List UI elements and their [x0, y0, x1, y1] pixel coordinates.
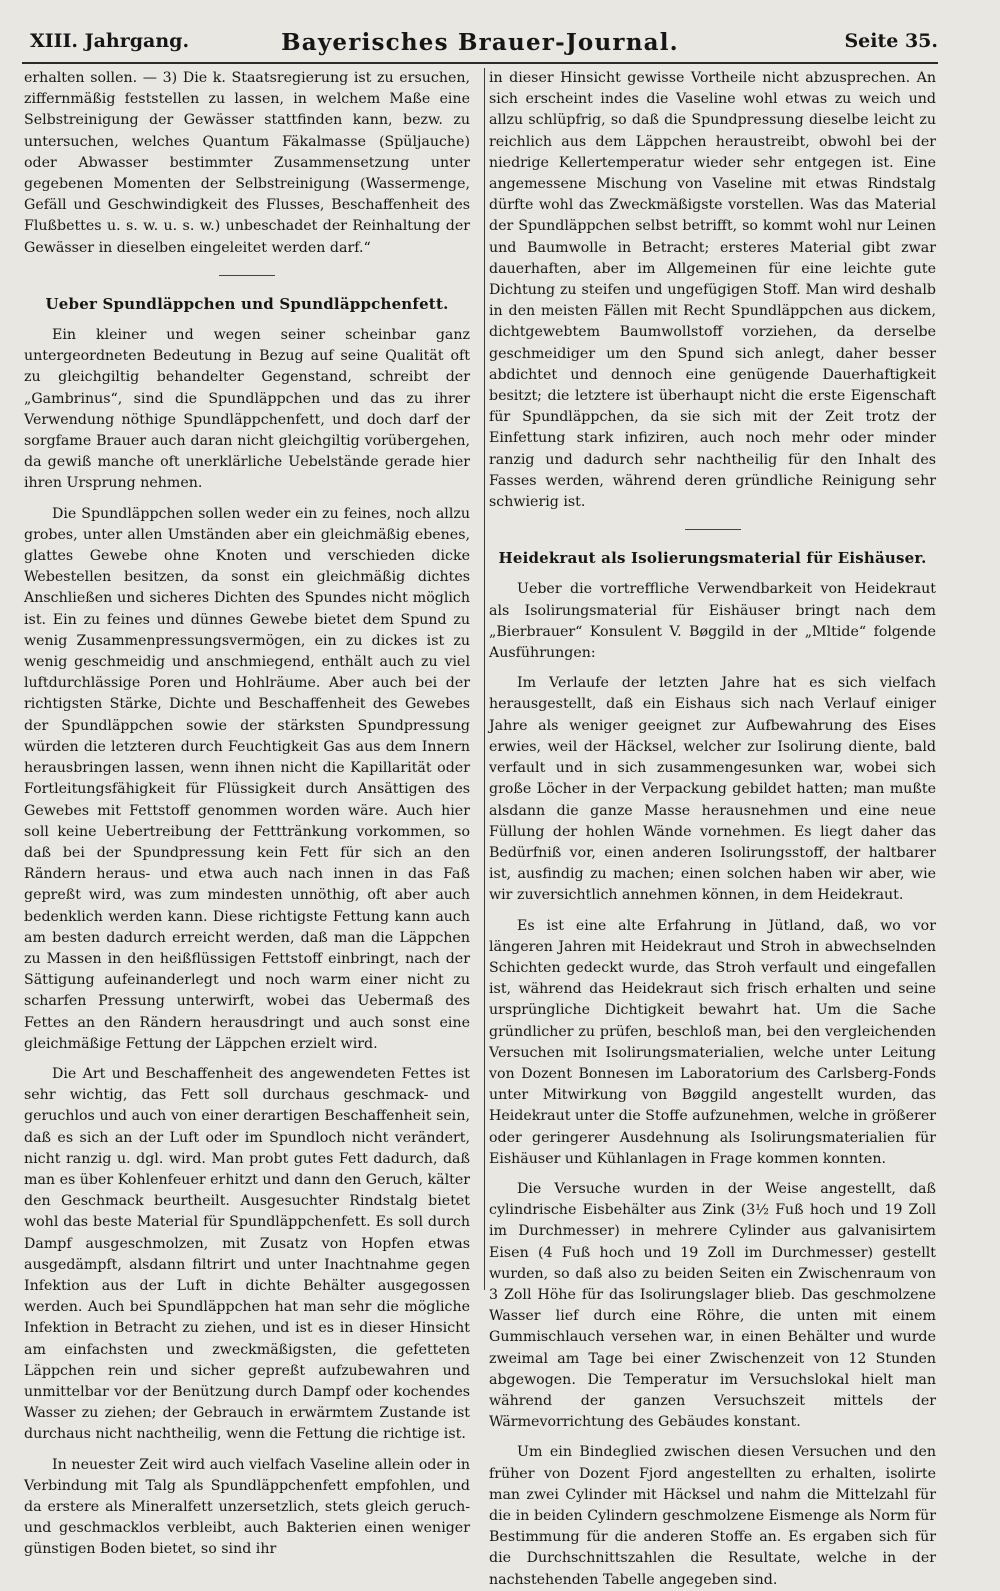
volume-label: XIII. Jahrgang.	[30, 30, 190, 52]
article-paragraph: Die Art und Beschaffenheit des angewendeten Fettes ist sehr wichtig, das Fett soll durchaus geschmack- und geruchlos und auch von einer derartigen Beschaffenheit sein, daß es sich an der Luft oder im Spundloch nicht verändert, nicht ranzig u. dgl. wird. Man probt gutes Fett dadurch, daß man es über Kohlenfeuer erhitzt und dann den Geruch, kälter den Geschmack beurtheilt. Ausgesuchter Rindstalg bietet wohl das beste Material für Spundläppchenfett. Es soll durch Dampf ausgeschmolzen, mit Zusatz von Hopfen etwas ausgedämpft, alsdann filtrirt und unter Inachtnahme gegen Infektion aus der Luft in dichte Behälter ausgegossen werden. Auch bei Spundläppchen hat man sehr die mögliche Infektion in Betracht zu ziehen, und ist es in dieser Hinsicht am einfachsten und zweckmäßigsten, die gefetteten Läppchen rein und sicher gepreßt aufzubewahren und unmittelbar vor der Benützung durch Dampf oder kochendes Wasser zu ziehen; der Gebrauch in erwärmtem Zustande ist durchaus nicht nachtheilig, wenn die Fettung die richtige ist.	[24, 1065, 470, 1443]
continuation-paragraph: in dieser Hinsicht gewisse Vortheile nicht abzusprechen. An sich erscheint indes die Vaseline wohl etwas zu weich und allzu schlüpfrig, so daß die Spundpressung dieselbe leicht zu reichlich aus dem Läppchen heraustreibt, obwohl bei der niedrige Kellertemperatur wieder sehr entgegen ist. Eine angemessene Mischung von Vaseline mit etwas Rindstalg dürfte wohl das Zweckmäßigste vorstellen. Was das Material der Spundläppchen selbst betrifft, so kommt wohl nur Leinen und Baumwolle in Betracht; ersteres Material gibt zwar dauerhaften, aber im Allgemeinen für eine leichte gute Dichtung zu steifen und ungefügigen Stoff. Man wird deshalb in den meisten Fällen mit Recht Spundläppchen aus dickem, dichtgewebtem Baumwollstoff vorziehen, da derselbe geschmeidiger um den Spund sich anlegt, daher besser abdichtet und dennoch eine genügende Dauerhaftigkeit besitzt; die letztere ist überhaupt nicht die erste Eigenschaft für Spundläppchen, da sie sich mit der Zeit trotz der Einfettung stark infiziren, auch noch mehr oder minder ranzig und dadurch sehr nachtheilig für den Inhalt des Fasses werden, während deren gründliche Reinigung sehr schwierig ist.	[489, 70, 936, 511]
article-paragraph: Um ein Bindeglied zwischen diesen Versuchen und den früher von Dozent Fjord angestellten zu erhalten, isolirte man zwei Cylinder mit Häcksel und nahm die Mittelzahl für die in beiden Cylindern geschmolzene Eismenge als Norm für Bestimmung für die anderen Stoffe an. Es ergaben sich für die Durchschnittszahlen die Resultate, welche in der nachstehenden Tabelle angegeben sind.	[489, 1444, 936, 1588]
section-divider	[685, 529, 741, 530]
section-divider	[219, 275, 275, 276]
article-paragraph: Die Versuche wurden in der Weise angestellt, daß cylindrische Eisbehälter aus Zink (3½ Fuß hoch und 19 Zoll im Durchmesser) in mehrere Cylinder aus galvanisirtem Eisen (4 Fuß hoch und 19 Zoll im Durchmesser) gestellt wurden, so daß also zu beiden Seiten ein Zwischenraum von 3 Zoll Höhe für das Isolirungslager blieb. Das geschmolzene Wasser lief durch eine Röhre, die unten mit einem Gummischlauch versehen war, in einen Behälter und wurde zweimal am Tage bei einer Zwischenzeit von 12 Stunden abgewogen. Die Temperatur im Versuchslokal hielt man während der ganzen Versuchszeit mittels der Wärmevorrichtung des Gebäudes konstant.	[489, 1180, 936, 1431]
article-heading-spundlaeppchen: Ueber Spundläppchen und Spundläppchenfett.	[45, 294, 449, 313]
page-number: Seite 35.	[844, 30, 938, 52]
column-divider	[484, 68, 485, 1290]
journal-title: Bayerisches Brauer-Journal.	[281, 29, 679, 56]
intro-paragraph: erhalten sollen. — 3) Die k. Staatsregierung ist zu ersuchen, ziffernmäßig feststellen zu lassen, in welchem Maße eine Selbstreinigung der Gewässer stattfinden kann, bezw. zu untersuchen, welches Quantum Fäkalmasse (Spüljauche) oder Abwasser bestimmter Zusammensetzung unter gegebenen Momenten der Selbstreinigung (Wassermenge, Gefäll und Geschwindigkeit des Flusses, Beschaffenheit des Flußbettes u. s. w. u. s. w.) unbeschadet der Reinhaltung der Gewässer in dieselben eingeleitet werden darf.“	[24, 70, 470, 256]
article-paragraph: Es ist eine alte Erfahrung in Jütland, daß, wo vor längeren Jahren mit Heidekraut und Stroh in abwechselnden Schichten gedeckt wurde, das Stroh verfault und eingefallen ist, während das Heidekraut sich frisch erhalten und seine ursprüngliche Dichtigkeit bewahrt hat. Um die Sache gründlicher zu prüfen, beschloß man, bei den vergleichenden Versuchen mit Isolirungsmaterialien, welche unter Leitung von Dozent Bonnesen im Laboratorium des Carlsberg-Fonds unter Mitwirkung von Bøggild angestellt wurden, das Heidekraut unter die Stoffe aufzunehmen, welche in größerer oder geringerer Ausdehnung als Isolirungsmaterialien für Eishäuser und Kühlanlagen in Frage kommen konnten.	[489, 917, 936, 1167]
article-paragraph: Die Spundläppchen sollen weder ein zu feines, noch allzu grobes, unter allen Umständen aber ein gleichmäßig ebenes, glattes Gewebe ohne Knoten und verschieden dicke Webestellen besitzen, da sonst ein gleichmäßig dichtes Anschließen und sicheres Dichten des Spundes nicht möglich ist. Ein zu feines und dünnes Gewebe bietet dem Spund zu wenig Zusammenpressungsvermögen, ein zu dickes ist zu wenig geschmeidig und anschmiegend, enthält auch zu viel luftdurchlässige Poren und Hohlräume. Aber auch bei der richtigsten Stärke, Dichte und Beschaffenheit des Gewebes der Spundläppchen sowie der stärksten Spundpressung würden die letzteren durch Feuchtigkeit Gas aus dem Innern herausbringen lassen, wenn ihnen nicht die Kapillarität oder Fortleitungsfähigkeit für Flüssigkeit durch Ansättigen des Gewebes mit Fettstoff genommen worden wäre. Auch hier soll keine Uebertreibung der Fetttränkung vorkommen, so daß bei der Spundpressung kein Fett für sich an den Rändern heraus- und etwa auch nach innen in das Faß gepreßt wird, was zum mindesten unnöthig, oft aber auch bedenklich werden kann. Diese richtigste Fettung kann auch am besten dadurch erreicht werden, daß man die Läppchen zu Massen in den heißflüssigen Fettstoff einbringt, nach der Sättigung aufeinanderlegt und noch warm einer nicht zu scharfen Pressung unterwirft, wobei das Uebermaß des Fettes an den Rändern herausdringt und auch sonst eine gleichmäßige Fettung der Läppchen erzielt wird.	[24, 505, 470, 1052]
article-heading-heidekraut: Heidekraut als Isolierungsmaterial für Eishäuser.	[498, 549, 927, 568]
article-paragraph: Im Verlaufe der letzten Jahre hat es sich vielfach herausgestellt, daß ein Eishaus sich nach Verlauf einiger Jahre als weniger geeignet zur Aufbewahrung des Eises erwies, weil der Häcksel, welcher zur Isolirung diente, bald verfault und in sich zusammengesunken war, wobei sich große Löcher in der Verpackung gebildet hatten; man mußte alsdann die ganze Masse herausnehmen und eine neue Füllung der hohlen Wände vornehmen. Es liegt daher das Bedürfniß vor, einen anderen Isolirungsstoff, der haltbarer ist, ausfindig zu machen; einen solchen haben wir aber, wie wir zuversichtlich annehmen können, in dem Heidekraut.	[489, 675, 936, 904]
left-column	[24, 68, 470, 1561]
article-paragraph: Ein kleiner und wegen seiner scheinbar ganz untergeordneten Bedeutung in Bezug auf seine Qualität oft zu gleichgiltig behandelter Gegenstand, schreibt der „Gambrinus“, sind die Spundläppchen und das zu ihrer Verwendung nöthige Spundläppchenfett, und doch darf der sorgfame Brauer auch daran nicht gleichgiltig vorübergehen, da gewiß manche oft unerklärliche Uebelstände gerade hier ihren Ursprung nehmen.	[24, 327, 470, 492]
right-column	[489, 68, 936, 1591]
article-paragraph: In neuester Zeit wird auch vielfach Vaseline allein oder in Verbindung mit Talg als Spundläppchenfett empfohlen, und da erstere als Mineralfett unzersetzlich, stets gleich geruch- und geschmacklos verbleibt, auch Bakterien einen weniger günstigen Boden bietet, so sind ihr	[24, 1456, 470, 1558]
page-header	[22, 28, 938, 64]
article-paragraph: Ueber die vortreffliche Verwendbarkeit von Heidekraut als Isolirungsmaterial für Eishäuser bringt nach dem „Bierbrauer“ Konsulent V. Bøggild in der „Mltide“ folgende Ausführungen:	[489, 581, 936, 662]
